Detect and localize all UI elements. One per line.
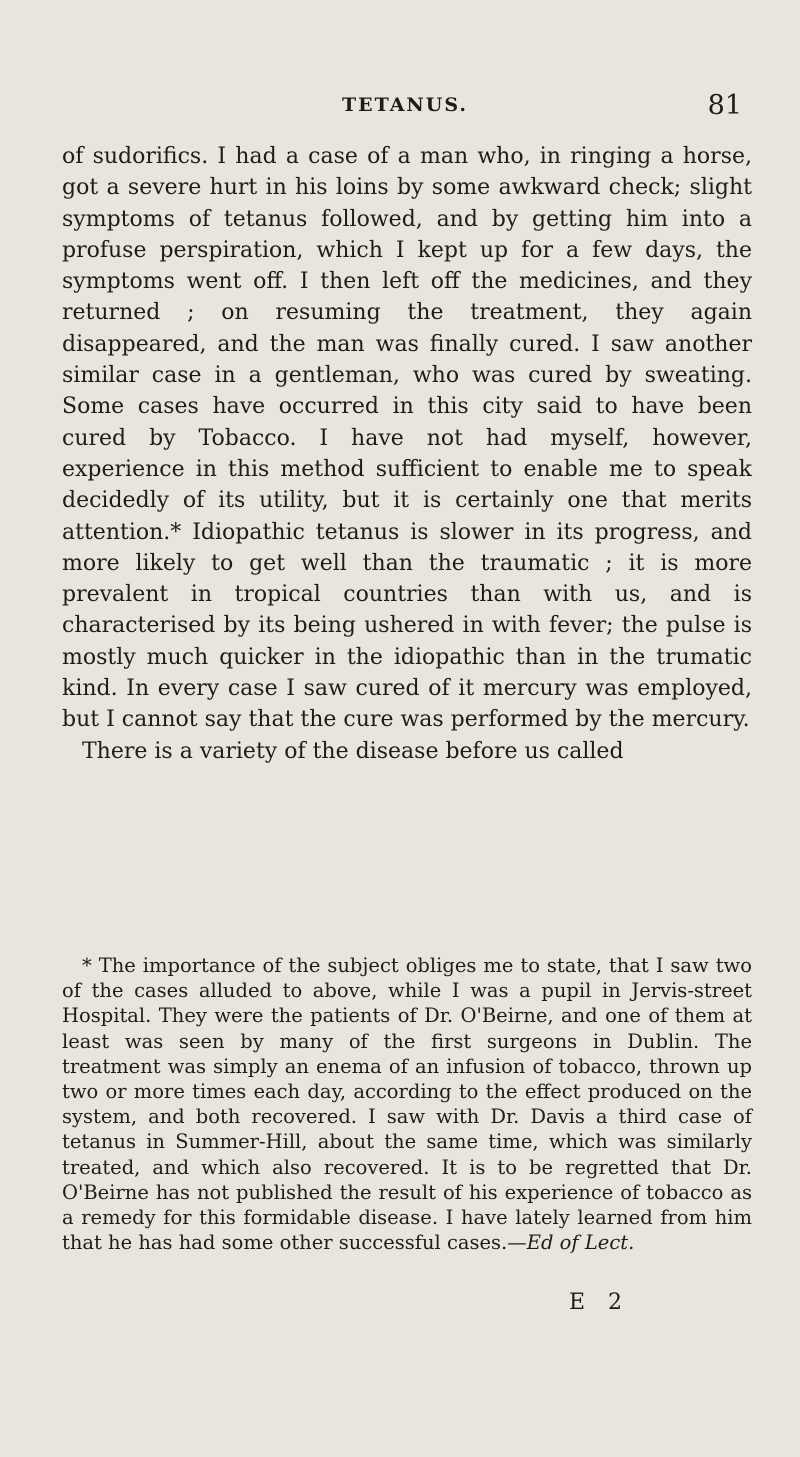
running-head xyxy=(60,90,750,122)
paragraph-1: of sudorifics. I had a case of a man who, in ringing a horse, got a severe hurt in his loins by some awkward check; slight symptoms of tetanus followed, and by getting him into a profuse perspiration, which I kept up for a few days, the symptoms went off. I then left off the medicines, and they returned ; on resuming the treatment, they again disappeared, and the man was finally cured. I saw another similar case in a gentleman, who was cured by sweating. Some cases have occurred in this city said to have been cured by Tobacco. I have not had myself, however, experience in this method sufficient to enable me to speak decidedly of its utility, but it is certainly one that merits attention.* Idiopathic tetanus is slower in its progress, and more likely to get well than the traumatic ; it is more prevalent in tropical countries than with us, and is characterised by its being ushered in with fever; the pulse is mostly much quicker in the idiopathic than in the trumatic kind. In every case I saw cured of it mercury was employed, but I cannot say that the cure was performed by the mercury. xyxy=(62,144,752,733)
paragraph-2: There is a variety of the disease before us called xyxy=(82,738,624,764)
signature-mark: E 2 xyxy=(569,1290,631,1315)
main-text xyxy=(62,141,752,767)
footnote-text: * The importance of the subject obliges me to state, that I saw two of the cases alluded to above, while I was a pupil in Jervis-street Hospital. They were the patients of Dr. O'Beirne, and one of them at least was seen by many of the first surgeons in Dublin. The treatment was simply an enema of an infusion of tobacco, thrown up two or more times each day, according to the effect produced on the system, and both recovered. I saw with Dr. Davis a third case of tetanus in Summer-Hill, about the same time, which was similarly treated, and which also recovered. It is to be regretted that Dr. O'Beirne has not published the result of his experience of tobacco as a remedy for this formidable disease. I have lately learned from him that he has had some other successful cases.— xyxy=(62,954,752,1255)
footnote-paragraph xyxy=(62,953,752,1255)
footnote-signature: Ed of Lect. xyxy=(526,1231,635,1255)
page-number: 81 xyxy=(707,90,742,121)
footnote xyxy=(62,953,752,1255)
running-title: TETANUS. xyxy=(341,94,469,116)
